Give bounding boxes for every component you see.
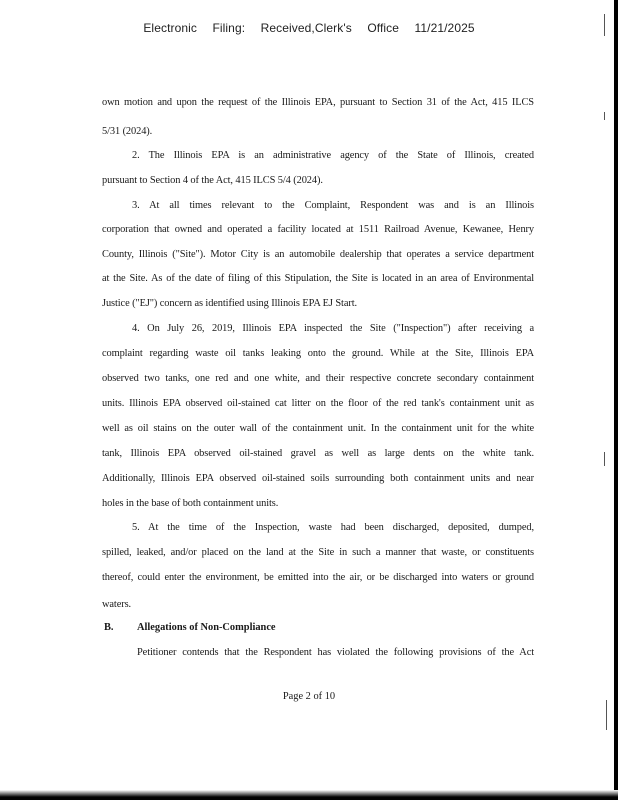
header-word-received: Received,Clerk's: [260, 21, 352, 35]
scan-artifact: [604, 112, 605, 120]
header-word-filing: Filing:: [212, 21, 246, 35]
scan-artifact: [606, 700, 607, 730]
text-line: observed two tanks, one red and one white, and their respective concrete secondary containment: [102, 373, 534, 384]
filing-header: [0, 21, 618, 35]
text-line: well as oil stains on the outer wall of the containment unit. In the containment unit for the white: [102, 423, 534, 434]
text-line: Petitioner contends that the Respondent has violated the following provisions of the Act: [137, 647, 534, 658]
text-line: complaint regarding waste oil tanks leaking onto the ground. While at the Site, Illinois EPA: [102, 348, 534, 359]
section-letter: B.: [104, 622, 114, 633]
section-heading: Allegations of Non-Compliance: [137, 622, 276, 633]
scan-artifact: [604, 452, 605, 466]
text-line: waters.: [102, 599, 132, 610]
scan-edge-bottom: [0, 790, 618, 800]
text-line: own motion and upon the request of the Illinois EPA, pursuant to Section 31 of the Act, 415 ILCS: [102, 97, 534, 108]
paragraph-2-line: 2. The Illinois EPA is an administrative agency of the State of Illinois, created: [132, 150, 534, 161]
scan-artifact: [604, 14, 605, 36]
text-line: units. Illinois EPA observed oil-stained cat litter on the floor of the red tank's containment unit as: [102, 398, 534, 409]
text-line: tank, Illinois EPA observed oil-stained gravel as well as large dents on the white tank.: [102, 448, 534, 459]
text-line: pursuant to Section 4 of the Act, 415 ILCS 5/4 (2024).: [102, 175, 323, 186]
header-word-electronic: Electronic: [143, 21, 198, 35]
text-line: 5/31 (2024).: [102, 126, 153, 137]
page-number: Page 2 of 10: [282, 691, 336, 702]
text-line: County, Illinois ("Site"). Motor City is an automobile dealership that operates a service department: [102, 249, 534, 260]
scan-edge-right: [614, 0, 618, 800]
header-date: 11/21/2025: [414, 21, 475, 35]
text-line: corporation that owned and operated a facility located at 1511 Railroad Avenue, Kewanee, Henry: [102, 224, 534, 235]
text-line: at the Site. As of the date of filing of this Stipulation, the Site is located in an area of Environmental: [102, 273, 534, 284]
paragraph-5-line: 5. At the time of the Inspection, waste had been discharged, deposited, dumped,: [132, 522, 534, 533]
text-line: Additionally, Illinois EPA observed oil-stained soils surrounding both containment units and near: [102, 473, 534, 484]
text-line: holes in the base of both containment units.: [102, 498, 279, 509]
paragraph-3-line: 3. At all times relevant to the Complaint, Respondent was and is an Illinois: [132, 200, 534, 211]
text-line: thereof, could enter the environment, be emitted into the air, or be discharged into waters or ground: [102, 572, 534, 583]
header-word-office: Office: [367, 21, 400, 35]
text-line: Justice ("EJ") concern as identified using Illinois EPA EJ Start.: [102, 298, 357, 309]
text-line: spilled, leaked, and/or placed on the land at the Site in such a manner that waste, or constituents: [102, 547, 534, 558]
paragraph-4-line: 4. On July 26, 2019, Illinois EPA inspected the Site ("Inspection") after receiving a: [132, 323, 534, 334]
